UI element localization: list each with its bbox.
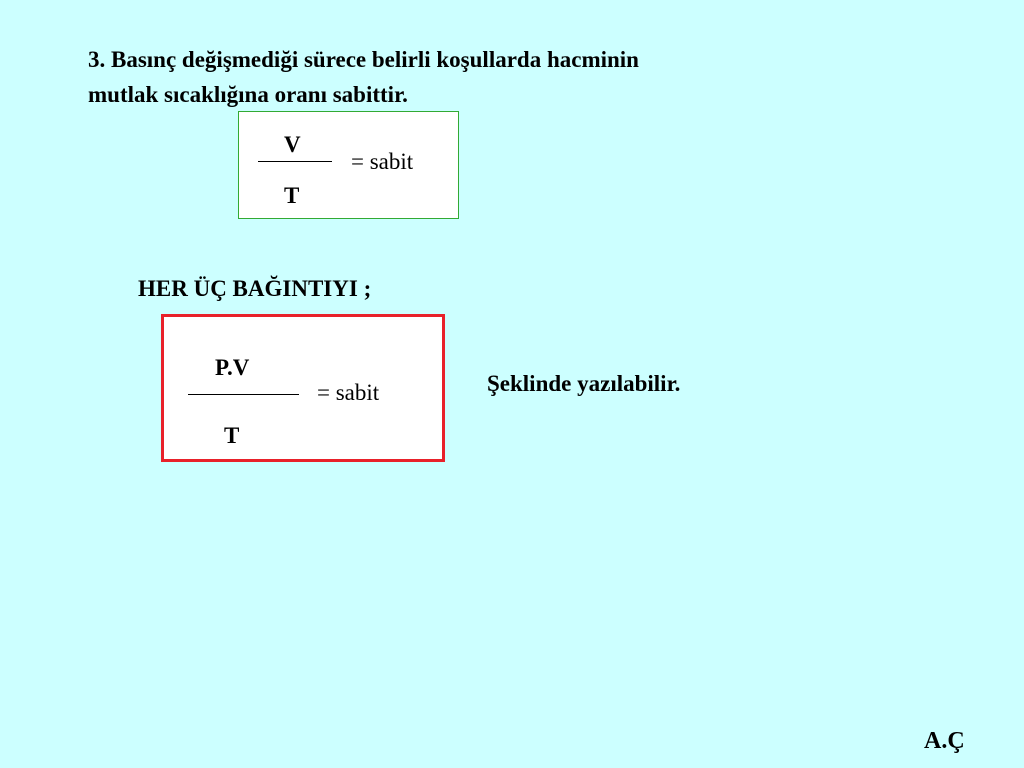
formula2-numerator: P.V <box>215 355 250 380</box>
combined-gas-law-formula-box <box>161 314 445 462</box>
law-statement <box>88 42 788 112</box>
law-statement-line-1: 3. Basınç değişmediği sürece belirli koşullarda hacminin <box>88 47 639 72</box>
charles-law-formula-box <box>238 111 459 219</box>
combined-law-heading: HER ÜÇ BAĞINTIYI ; <box>138 276 372 301</box>
formula2-denominator: T <box>224 423 240 448</box>
formula1-equals-sabit: = sabit <box>351 149 414 174</box>
formula-note: Şeklinde yazılabilir. <box>487 371 681 396</box>
formula1-numerator: V <box>284 132 301 157</box>
formula1-denominator: T <box>284 183 300 208</box>
formula2-equals-sabit: = sabit <box>317 380 380 405</box>
formula1-fraction-line <box>258 161 332 162</box>
formula2-fraction-line <box>188 394 299 395</box>
author-initials: A.Ç <box>924 728 965 754</box>
law-statement-line-2: mutlak sıcaklığına oranı sabittir. <box>88 82 408 107</box>
